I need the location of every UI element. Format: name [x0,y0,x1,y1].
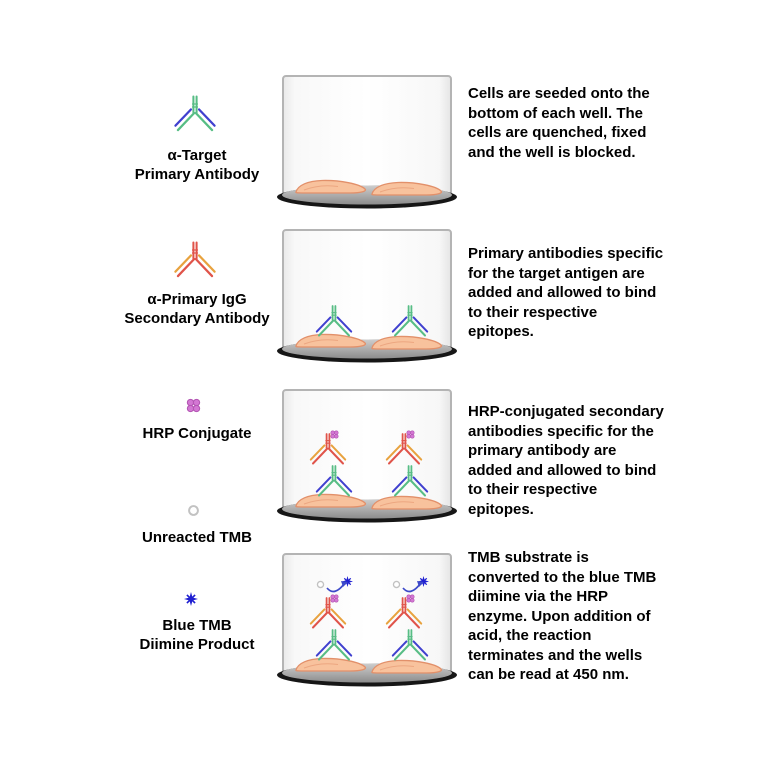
well-step-1 [272,70,462,218]
hrp-conjugate-icon [186,398,201,413]
step-1-description: Cells are seeded onto the bottom of each well. The cells are quenched, fixed and the well is blocked. [468,85,650,161]
unreacted-tmb-icon [317,581,323,587]
primary-antibody-icon [170,94,220,140]
step-4-description: TMB substrate is converted to the blue TMB diimine via the HRP enzyme. Upon addition of acid, the reaction terminates and the wells can be read at 450 nm. [468,549,657,683]
blue-tmb-diimine-label: Blue TMB Diimine Product [139,617,255,653]
secondary-antibody-label: α-Primary IgG Secondary Antibody [124,291,270,327]
unreacted-tmb-label: Unreacted TMB [141,529,253,546]
step-3-description: HRP-conjugated secondary antibodies specific for the primary antibody are added and allowed to bind to their respective epitopes. [468,403,664,518]
well-step-4 [272,548,462,696]
well-step-3 [272,384,462,532]
step-2-description: Primary antibodies specific for the target antigen are added and allowed to bind to their respective epitopes. [468,245,664,340]
unreacted-tmb-icon [393,581,399,587]
hrp-conjugate-label: HRP Conjugate [142,425,252,442]
well-step-2 [272,224,462,372]
primary-antibody-label: α-Target Primary Antibody [134,147,260,183]
secondary-antibody-icon [170,240,220,286]
blue-tmb-diimine-icon [184,592,198,606]
unreacted-tmb-icon [187,504,200,517]
